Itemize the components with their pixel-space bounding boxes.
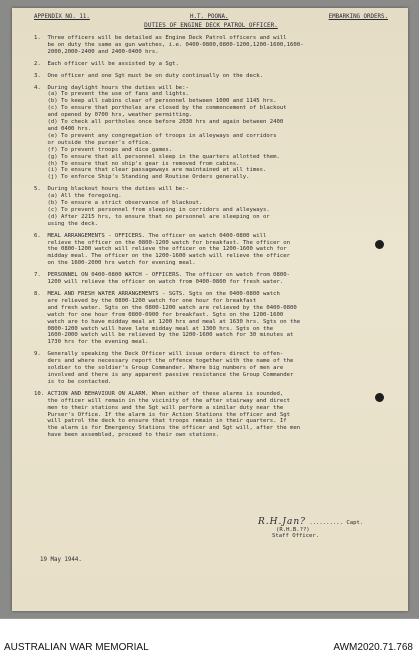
header-appendix: APPENDIX NO. 11.	[34, 14, 90, 20]
paragraph-10: 10. ACTION AND BEHAVIOUR ON ALARM. When either of these alarms is sounded, the officer will remain in the vicinity of the after stairway and direct men to their stations and the Sgt will perform a similar duty near the Purser's Office. If the alarm is for Action Stations the officer and Sgt will patrol the deck to ensure that troops remain in their quarters. If the alarm is for Emergency Stations the officer and Sgt will, after the men have been assembled, proceed to their own stations.	[34, 390, 301, 439]
paragraph-1: 1. Three officers will be detailed as Engine Deck Patrol officers and will be on duty the same as gun watches, i.e. 0400-0800,0800-1200,1200-1600,1600- 2000,2000-2400 and 2400-0400 hrs.	[34, 35, 304, 55]
punch-hole-top	[375, 240, 384, 249]
header-orders: EMBARKING ORDERS.	[328, 14, 388, 20]
paragraph-8: 8. MEAL AND FRESH WATER ARRANGEMENTS - SGTS. Sgts on the 0400-0800 watch are relieved by the 0800-1200 watch for one hour for breakfast and fresh water. Sgts on the 0800-1200 watch are relieved by the 0400-0800 watch for one hour from 0800-0900 for breakfast. Sgts on the 1200-1600 watch are to have midday meal at 1200 hrs and meal at 1630 hrs. Sgts on the 0800-1200 watch will have late midday meal at 1300 hrs. Sgts on the 1600-2000 watch will be relieved by the 1200-1600 watch for 30 minutes at 1730 hrs for the evening meal.	[34, 291, 301, 346]
paragraph-2: 2. Each officer will be assisted by a Sgt.	[34, 60, 179, 67]
header-ship: H.T. POONA.	[190, 14, 229, 20]
document-date: 19 May 1944.	[40, 557, 82, 563]
paragraph-4: 4. During daylight hours the duties will be:- (a) To prevent the use of fans and lights. (b) To keep all cabins clear of personnel between 1000 and 1145 hrs. (c) To ensure that portholes are closed by the commencement of blackout and opened by 0700 hrs, weather permitting. (d) To check all portholes once before 2030 hrs and again between 2400 and 0400 hrs. (e) To prevent any congregation of troops in alleyways and corridors or outside the purser's office. (f) To prevent troops and dice games. (g) To ensure that all personnel sleep in the quarters allotted them. (h) To ensure that no ship's gear is removed from cabins. (i) To ensure that clear passageways are maintained at all times. (j) To enforce Ship's Standing and Routine Orders generally.	[34, 84, 287, 181]
document-body	[34, 14, 388, 444]
footer-divider	[0, 618, 419, 619]
document-header	[34, 14, 388, 20]
punch-hole-bottom	[375, 393, 384, 402]
archive-footer	[0, 618, 419, 653]
signature-name: (R.H.B.??)	[276, 527, 310, 533]
signature-title: Staff Officer.	[272, 533, 320, 539]
paragraph-6: 6. MEAL ARRANGEMENTS - OFFICERS. The officer on watch 0400-0800 will relieve the officer on the 0800-1200 watch for breakfast. The officer on the 0800-1200 watch will relieve the officer on the 1200-1600 watch for midday meal. The officer on the 1200-1600 watch will relieve the officer on the 1600-2000 hrs watch for evening meal.	[34, 232, 290, 267]
signature: R.H.Jan?	[258, 517, 306, 527]
signature-block: R.H.Jan? .......... Capt. (R.H.B.??) Staff Officer.	[258, 517, 364, 539]
signature-rank: Capt.	[346, 520, 364, 526]
paragraph-9: 9. Generally speaking the Deck Officer will issue orders direct to offen- ders and where necessary report the offence together with the name of the soldier to the soldier's Group Commander. Where big numbers of men are involved and there is any apparent passive resistance the Group Commander is to be contacted.	[34, 351, 294, 385]
paragraph-5: 5. During blackout hours the duties will be:- (a) All the foregoing. (b) To ensure a strict observance of blackout. (c) To prevent personnel from sleeping in corridors and alleyways. (d) After 2215 hrs, to ensure that no personnel are sleeping on or using the deck.	[34, 186, 270, 227]
document-page	[12, 8, 408, 611]
footer-institution: AUSTRALIAN WAR MEMORIAL	[4, 642, 149, 653]
paragraph-7: 7. PERSONNEL ON 0400-0800 WATCH - OFFICERS. The officer on watch from 0800- 1200 will relieve the officer on watch from 0400-0800 for fresh water.	[34, 272, 290, 286]
footer-accession-number: AWM2020.71.768	[333, 642, 413, 653]
document-title: DUTIES OF ENGINE DECK PATROL OFFICER.	[144, 22, 278, 29]
paragraph-3: 3. One officer and one Sgt must be on duty continually on the deck.	[34, 72, 264, 79]
